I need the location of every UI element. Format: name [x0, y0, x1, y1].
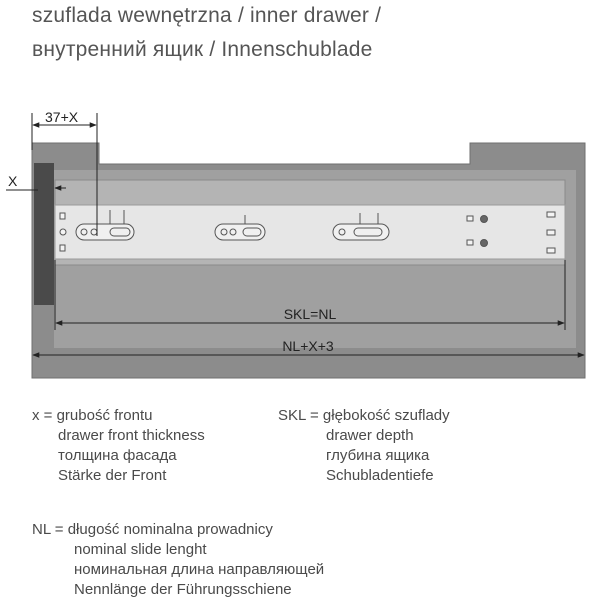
dim-label-nlx3: NL+X+3	[282, 338, 334, 354]
title-line-2: внутренний ящик / Innenschublade	[32, 38, 373, 61]
legend-nl	[32, 520, 324, 600]
legend-x-line: Stärke der Front	[58, 467, 167, 484]
legend-skl-line: drawer depth	[326, 427, 414, 444]
legend-nl-line: номинальная длина направляющей	[74, 561, 325, 578]
legend-x-term: x = grubość frontu	[32, 407, 153, 424]
legend-nl-line: Nennlänge der Führungsschiene	[74, 581, 292, 598]
title-line-1: szuflada wewnętrzna / inner drawer /	[32, 4, 382, 27]
dim-label-x: X	[8, 173, 18, 189]
legend-x-line: drawer front thickness	[58, 427, 205, 444]
drawer-front	[34, 163, 54, 305]
legend-skl-term: SKL = głębokość szuflady	[278, 407, 450, 424]
legend-skl-line: глубина ящика	[326, 447, 430, 464]
legend-x	[32, 406, 205, 486]
legend-x-line: толщина фасада	[58, 447, 177, 464]
legend-nl-term: NL = długość nominalna prowadnicy	[32, 521, 273, 538]
dim-label-skl: SKL=NL	[283, 306, 337, 322]
legend-nl-line: nominal slide lenght	[74, 541, 207, 558]
legend-skl	[278, 406, 450, 486]
legend-skl-line: Schubladentiefe	[326, 467, 434, 484]
dim-label-37x: 37+X	[45, 109, 79, 125]
slide-holes-left	[60, 213, 66, 251]
